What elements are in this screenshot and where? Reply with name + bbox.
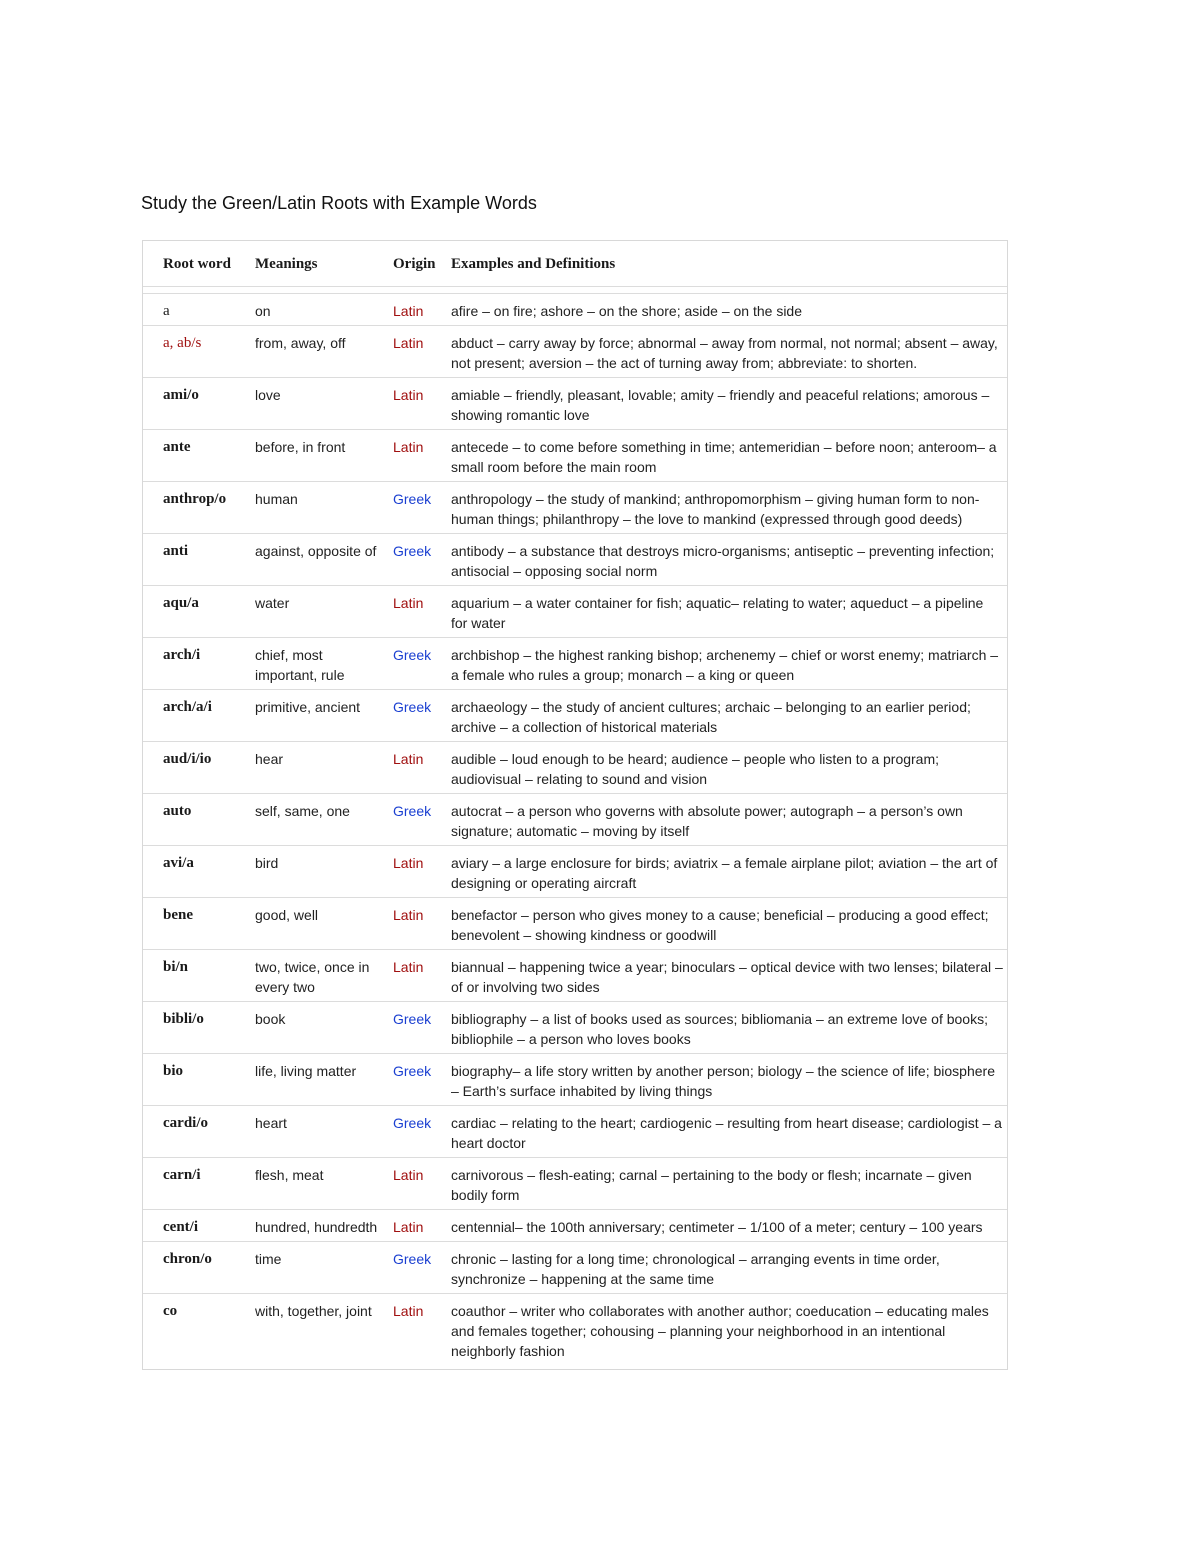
origin-cell: Greek xyxy=(389,692,447,742)
root-word-cell: carn/i xyxy=(143,1160,251,1210)
header-root-word: Root word xyxy=(143,243,251,287)
examples-cell: aviary – a large enclosure for birds; aviatrix – a female airplane pilot; aviation – the art of designing or operating aircraft xyxy=(447,848,1007,898)
examples-cell: anthropology – the study of mankind; anthropomorphism – giving human form to non-human things; philanthropy – the love to mankind (expressed through good deeds) xyxy=(447,484,1007,534)
root-word-cell: a, ab/s xyxy=(143,328,251,378)
origin-cell: Latin xyxy=(389,744,447,794)
origin-cell: Latin xyxy=(389,900,447,950)
meaning-cell: primitive, ancient xyxy=(251,692,389,742)
table-row xyxy=(143,640,1007,690)
examples-cell: carnivorous – flesh-eating; carnal – pertaining to the body or flesh; incarnate – given bodily form xyxy=(447,1160,1007,1210)
meaning-cell: flesh, meat xyxy=(251,1160,389,1210)
examples-cell: autocrat – a person who governs with absolute power; autograph – a person’s own signature; automatic – moving by itself xyxy=(447,796,1007,846)
origin-cell: Greek xyxy=(389,640,447,690)
meaning-cell: self, same, one xyxy=(251,796,389,846)
origin-cell: Latin xyxy=(389,328,447,378)
examples-cell: afire – on fire; ashore – on the shore; aside – on the side xyxy=(447,296,1007,326)
table-row xyxy=(143,380,1007,430)
table-row xyxy=(143,1212,1007,1242)
meaning-cell: two, twice, once in every two xyxy=(251,952,389,1002)
examples-cell: benefactor – person who gives money to a cause; beneficial – producing a good effect; benevolent – showing kindness or goodwill xyxy=(447,900,1007,950)
root-word-cell: co xyxy=(163,1303,178,1319)
table-row xyxy=(143,296,1007,326)
origin-cell: Greek xyxy=(389,484,447,534)
header-examples: Examples and Definitions xyxy=(447,243,1007,287)
examples-cell: abduct – carry away by force; abnormal – away from normal, not normal; absent – away, not present; aversion – the act of turning away from; abbreviate: to shorten. xyxy=(447,328,1007,378)
meaning-cell: from, away, off xyxy=(251,328,389,378)
origin-cell: Greek xyxy=(389,536,447,586)
examples-cell: audible – loud enough to be heard; audience – people who listen to a program; audiovisual – relating to sound and vision xyxy=(447,744,1007,794)
header-meanings: Meanings xyxy=(251,243,389,287)
root-word-cell: bi/n xyxy=(143,952,251,1002)
table-row xyxy=(143,1244,1007,1294)
meaning-cell: heart xyxy=(251,1108,389,1158)
examples-cell: antibody – a substance that destroys micro-organisms; antiseptic – preventing infection; antisocial – opposing social norm xyxy=(447,536,1007,586)
meaning-cell: time xyxy=(251,1244,389,1294)
root-word-cell: auto xyxy=(143,796,251,846)
origin-cell: Latin xyxy=(389,432,447,482)
origin-cell: Greek xyxy=(389,1056,447,1106)
meaning-cell: bird xyxy=(251,848,389,898)
root-word-cell: aqu/a xyxy=(143,588,251,638)
meaning-cell: good, well xyxy=(251,900,389,950)
meaning-cell: hear xyxy=(251,744,389,794)
meaning-cell: chief, most important, rule xyxy=(251,640,389,690)
meaning-cell: hundred, hundredth xyxy=(251,1212,389,1242)
examples-cell: chronic – lasting for a long time; chronological – arranging events in time order, synchronize – happening at the same time xyxy=(447,1244,1007,1294)
origin-cell: Latin xyxy=(389,1212,447,1242)
root-word-cell: avi/a xyxy=(143,848,251,898)
meaning-cell: against, opposite of xyxy=(251,536,389,586)
origin-cell: Greek xyxy=(389,1108,447,1158)
table-row xyxy=(143,432,1007,482)
origin-cell: Latin xyxy=(393,1303,424,1319)
examples-cell: centennial– the 100th anniversary; centimeter – 1/100 of a meter; century – 100 years xyxy=(447,1212,1007,1242)
table-row xyxy=(143,1296,1007,1367)
origin-cell: Latin xyxy=(389,952,447,1002)
root-word-cell: ami/o xyxy=(143,380,251,430)
root-word-cell: cardi/o xyxy=(143,1108,251,1158)
meaning-cell: before, in front xyxy=(251,432,389,482)
examples-cell: biannual – happening twice a year; binoculars – optical device with two lenses; bilateral – of or involving two sides xyxy=(447,952,1007,1002)
table-row xyxy=(143,796,1007,846)
origin-cell: Latin xyxy=(389,1160,447,1210)
origin-cell: Latin xyxy=(389,380,447,430)
table-row xyxy=(143,952,1007,1002)
table-row xyxy=(143,588,1007,638)
root-word-cell: anthrop/o xyxy=(143,484,251,534)
table-row xyxy=(143,328,1007,378)
origin-cell: Latin xyxy=(389,848,447,898)
meaning-cell: on xyxy=(251,296,389,326)
origin-cell: Greek xyxy=(389,1004,447,1054)
table-header-row xyxy=(143,243,1007,287)
examples-cell: archbishop – the highest ranking bishop; archenemy – chief or worst enemy; matriarch – a female who rules a group; monarch – a king or queen xyxy=(447,640,1007,690)
origin-cell: Latin xyxy=(389,296,447,326)
origin-cell: Greek xyxy=(389,1244,447,1294)
meaning-cell: human xyxy=(251,484,389,534)
meaning-cell: life, living matter xyxy=(251,1056,389,1106)
examples-cell: archaeology – the study of ancient cultures; archaic – belonging to an earlier period; archive – a collection of historical materials xyxy=(447,692,1007,742)
root-word-cell: a xyxy=(143,296,251,326)
examples-cell: aquarium – a water container for fish; aquatic– relating to water; aqueduct – a pipeline for water xyxy=(447,588,1007,638)
examples-cell: amiable – friendly, pleasant, lovable; amity – friendly and peaceful relations; amorous – showing romantic love xyxy=(447,380,1007,430)
table-row xyxy=(143,1108,1007,1158)
root-word-cell: anti xyxy=(143,536,251,586)
root-word-cell: bene xyxy=(143,900,251,950)
root-word-cell: ante xyxy=(143,432,251,482)
meaning-cell: book xyxy=(251,1004,389,1054)
table-spacer-row xyxy=(143,289,1007,294)
meaning-cell: with, together, joint xyxy=(255,1303,372,1319)
root-word-cell: chron/o xyxy=(143,1244,251,1294)
examples-cell: antecede – to come before something in time; antemeridian – before noon; anteroom– a small room before the main room xyxy=(447,432,1007,482)
root-word-cell: cent/i xyxy=(143,1212,251,1242)
header-origin: Origin xyxy=(389,243,447,287)
root-word-cell: arch/i xyxy=(143,640,251,690)
roots-table xyxy=(142,240,1008,1370)
root-word-cell: bio xyxy=(143,1056,251,1106)
meaning-cell: love xyxy=(251,380,389,430)
root-word-cell: bibli/o xyxy=(143,1004,251,1054)
examples-cell: cardiac – relating to the heart; cardiogenic – resulting from heart disease; cardiologist – a heart doctor xyxy=(447,1108,1007,1158)
table-row xyxy=(143,900,1007,950)
root-word-cell: arch/a/i xyxy=(143,692,251,742)
table-row xyxy=(143,744,1007,794)
origin-cell: Greek xyxy=(389,796,447,846)
table-row xyxy=(143,1160,1007,1210)
table-row xyxy=(143,536,1007,586)
page-title: Study the Green/Latin Roots with Example Words xyxy=(141,193,537,213)
root-word-cell: aud/i/io xyxy=(143,744,251,794)
table-row xyxy=(143,1056,1007,1106)
table-row xyxy=(143,692,1007,742)
table-row xyxy=(143,848,1007,898)
examples-cell: bibliography – a list of books used as sources; bibliomania – an extreme love of books; bibliophile – a person who loves books xyxy=(447,1004,1007,1054)
meaning-cell: water xyxy=(251,588,389,638)
origin-cell: Latin xyxy=(389,588,447,638)
examples-cell: coauthor – writer who collaborates with another author; coeducation – educating males and females together; cohousing – planning your neighborhood in an intentional neighborly fashion xyxy=(451,1303,989,1359)
examples-cell: biography– a life story written by another person; biology – the science of life; biosphere – Earth’s surface inhabited by living things xyxy=(447,1056,1007,1106)
table-row xyxy=(143,1004,1007,1054)
table-row xyxy=(143,484,1007,534)
table-body xyxy=(143,289,1007,1367)
